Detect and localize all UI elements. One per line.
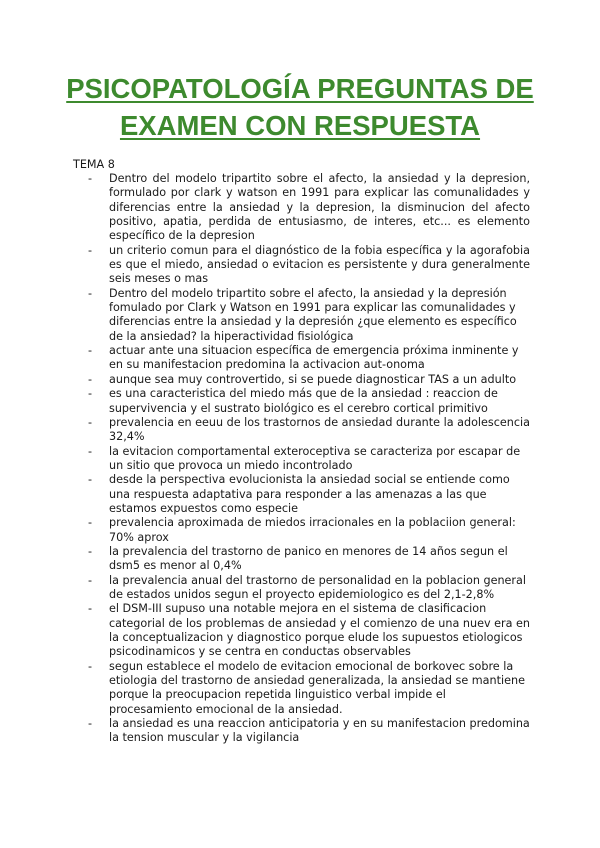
list-item	[88, 717, 530, 746]
bullet-dash: -	[88, 602, 93, 616]
list-item	[88, 172, 530, 244]
list-item-text: la ansiedad es una reaccion anticipatoria y en su manifestacion predomina la tension muscular y la vigilancia	[109, 717, 530, 745]
bullet-dash: -	[88, 243, 93, 257]
list-item	[88, 373, 530, 387]
list-item	[88, 344, 530, 373]
list-item-text: segun establece el modelo de evitacion emocional de borkovec sobre la etiologia del trastorno de ansiedad generalizada, la ansiedad se mantiene porque la preocupacion repetida linguistico verbal impide el procesamiento emocional de la ansiedad.	[109, 659, 525, 716]
bullet-dash: -	[88, 415, 93, 429]
list-item	[88, 445, 530, 474]
list-item-text: prevalencia en eeuu de los trastornos de ansiedad durante la adolescencia 32,4%	[109, 415, 530, 444]
bullet-dash: -	[88, 516, 93, 530]
list-item-text: el DSM-III supuso una notable mejora en el sistema de clasificacion categorial de los problemas de ansiedad y el comienzo de una nuev era en la conceptualizacion y diagnostico porque elude los supuestos etiologicos psicodinamicos y se centra en conductas observables	[109, 602, 530, 659]
bullet-dash: -	[88, 717, 93, 731]
list-item	[88, 660, 530, 717]
list-item-text: actuar ante una situacion específica de emergencia próxima inminente y en su manifestacion predomina la activacion aut-onoma	[109, 344, 519, 372]
question-list	[88, 172, 530, 746]
list-item	[88, 387, 530, 416]
list-item	[88, 574, 530, 603]
list-item	[88, 602, 530, 659]
bullet-dash: -	[88, 444, 93, 458]
list-item	[88, 473, 530, 516]
list-item-text: la prevalencia anual del trastorno de personalidad en la poblacion general de estados unidos segun el proyecto epidemiologico es del 2,1-2,8%	[109, 573, 526, 601]
list-item	[88, 244, 530, 287]
bullet-dash: -	[88, 659, 93, 673]
list-item-text: aunque sea muy controvertido, si se puede diagnosticar TAS a un adulto	[109, 372, 517, 386]
bullet-dash: -	[88, 286, 93, 300]
bullet-dash: -	[88, 544, 93, 558]
list-item	[88, 416, 530, 445]
list-item	[88, 516, 530, 545]
bullet-dash: -	[88, 573, 93, 587]
bullet-dash: -	[88, 172, 93, 185]
list-item	[88, 287, 530, 344]
section-label: TEMA 8	[73, 158, 115, 171]
list-item-text: desde la perspectiva evolucionista la ansiedad social se entiende como una respuesta adaptativa para responder a las amenazas a las que estamos expuestos como especie	[109, 473, 510, 515]
list-item-text: la prevalencia del trastorno de panico en menores de 14 años segun el dsm5 es menor al 0,4%	[109, 544, 508, 573]
list-item-text: Dentro del modelo tripartito sobre el afecto, la ansiedad y la depresion, formulado por clark y watson en 1991 para explicar las comunalidades y diferencias entre la ansiedad y la depresion, la disminucion del afecto positivo, apatia, perdida de entusiasmo, de interes, etc... es elemento específico de la depresion	[109, 172, 530, 243]
list-item-text: prevalencia aproximada de miedos irracionales en la poblaciion general: 70% aprox	[109, 516, 516, 544]
bullet-dash: -	[88, 387, 93, 401]
bullet-dash: -	[88, 473, 93, 487]
list-item-text: un criterio comun para el diagnóstico de la fobia específica y la agorafobia es que el miedo, ansiedad o evitacion es persistente y dura generalmente seis meses o mas	[109, 243, 530, 286]
list-item-text: es una caracteristica del miedo más que de la ansiedad : reaccion de supervivencia y el sustrato biológico es el cerebro cortical primitivo	[109, 387, 498, 415]
document-title: PSICOPATOLOGÍA PREGUNTAS DE EXAMEN CON RESPUESTA	[66, 73, 534, 141]
list-item-text: Dentro del modelo tripartito sobre el afecto, la ansiedad y la depresión fomulado por Clark y Watson en 1991 para explicar las comunalidades y diferencias entre la ansiedad y la depresión ¿que elemento es específico de la ansiedad? la hiperactividad fisiológica	[109, 286, 517, 343]
bullet-dash: -	[88, 344, 93, 358]
bullet-dash: -	[88, 372, 93, 386]
list-item	[88, 545, 530, 574]
list-item-text: la evitacion comportamental exteroceptiva se caracteriza por escapar de un sitio que provoca un miedo incontrolado	[109, 444, 521, 472]
